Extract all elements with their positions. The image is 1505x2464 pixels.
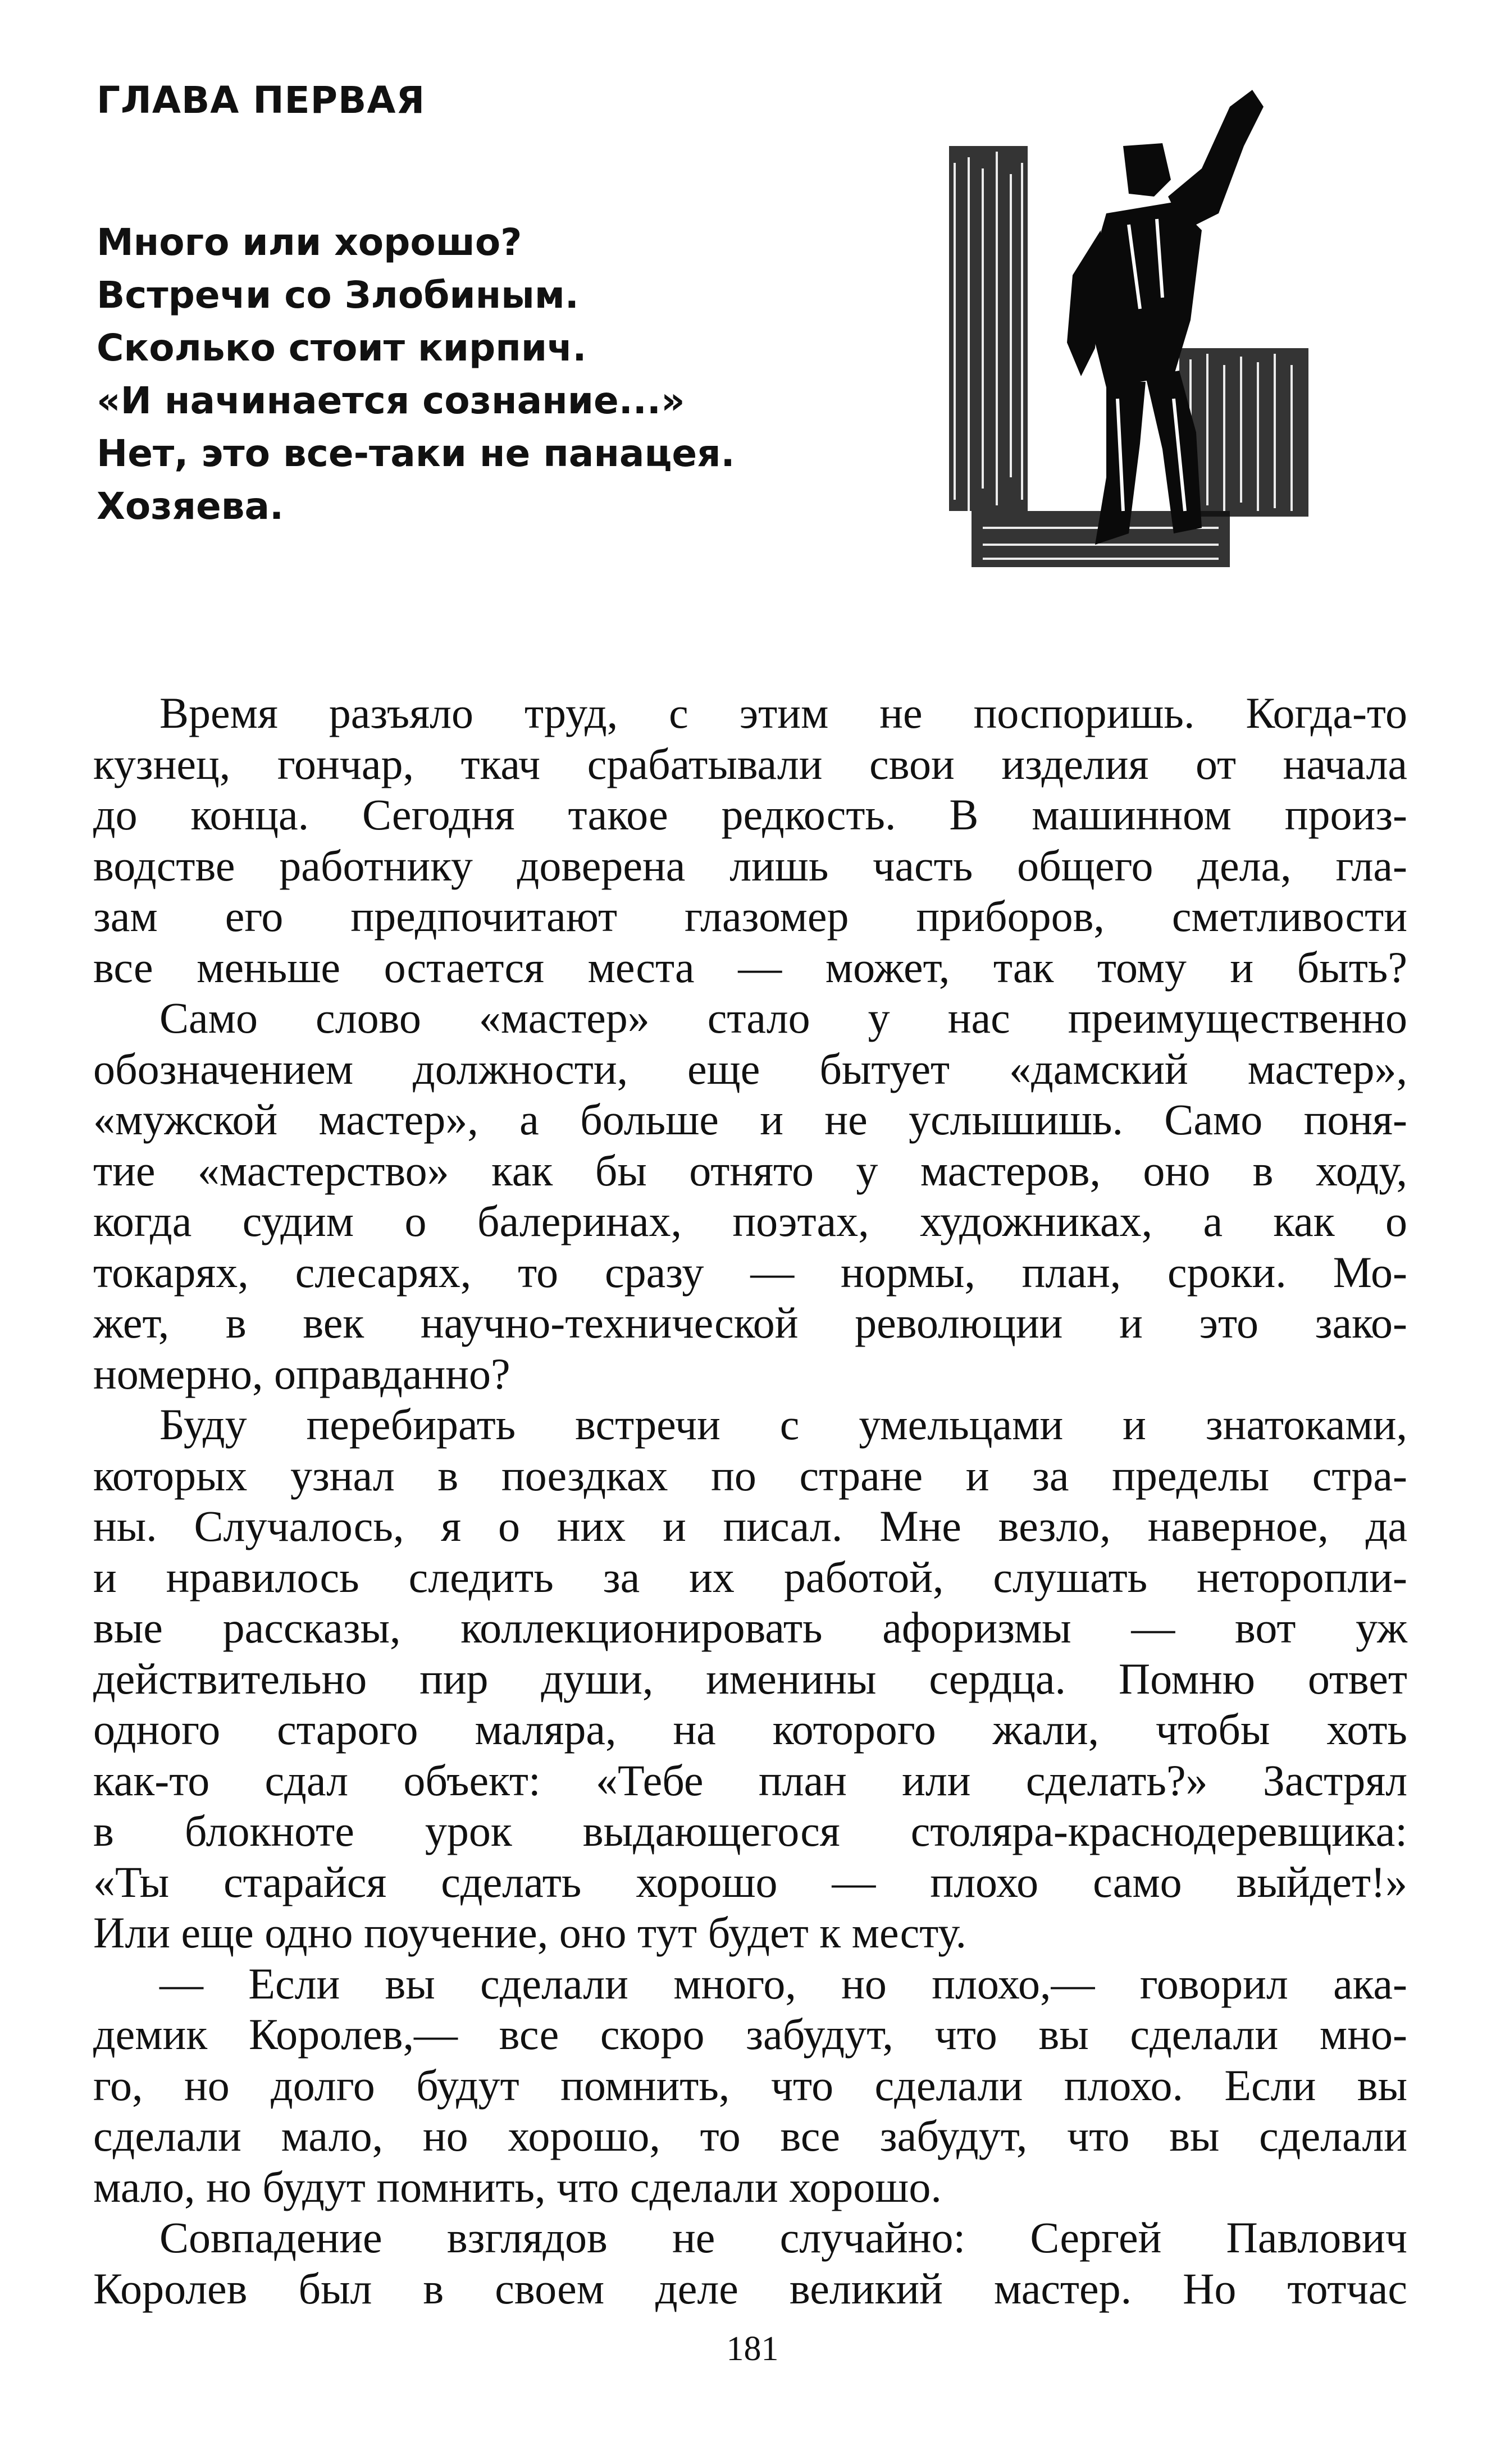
contents-item: Встречи со Злобиным.	[97, 273, 579, 317]
chapter-title: ГЛАВА ПЕРВАЯ	[97, 79, 426, 122]
contents-item: «И начинается сознание...»	[97, 379, 685, 422]
text-line: жет, в век научно-технической революции и это зако-	[93, 1298, 1407, 1347]
text-line: Или еще одно поучение, оно тут будет к месту.	[93, 1908, 966, 1957]
text-line: до конца. Сегодня такое редкость. В машинном произ-	[93, 790, 1407, 839]
text-line: обозначением должности, еще бытует «дамский мастер»,	[93, 1044, 1407, 1093]
text-line: зам его предпочитают глазомер приборов, сметливости	[93, 892, 1407, 941]
text-line: когда судим о балеринах, поэтах, художниках, а как о	[93, 1197, 1407, 1245]
page-number: 181	[726, 2330, 779, 2368]
text-line: действительно пир души, именины сердца. Помню ответ	[93, 1654, 1407, 1703]
text-line: «мужской мастер», а больше и не услышишь. Само поня-	[93, 1095, 1407, 1144]
contents-item: Нет, это все-таки не панацея.	[97, 432, 735, 475]
woodcut-worker-raising-hand-icon	[938, 84, 1320, 578]
text-line: все меньше остается места — может, так тому и быть?	[93, 942, 1407, 992]
text-line: ны. Случалось, я о них и писал. Мне везло, наверное, да	[93, 1502, 1407, 1550]
contents-item: Хозяева.	[97, 485, 284, 528]
text-line: токарях, слесарях, то сразу — нормы, план, сроки. Мо-	[93, 1247, 1407, 1297]
text-line: и нравилось следить за их работой, слушать неторопли-	[93, 1552, 1407, 1601]
chapter-contents	[97, 216, 735, 533]
text-line: сделали мало, но хорошо, то все забудут, что вы сделали	[93, 2111, 1407, 2160]
text-line: мало, но будут помнить, что сделали хорошо.	[93, 2162, 942, 2211]
text-line: водстве работнику доверена лишь часть общего дела, гла-	[93, 841, 1407, 890]
body-text	[93, 688, 1407, 2314]
text-line: Само слово «мастер» стало у нас преимущественно	[159, 993, 1407, 1042]
text-line: Буду перебирать встречи с умельцами и знатоками,	[159, 1400, 1407, 1449]
text-line: одного старого маляра, на которого жали, чтобы хоть	[93, 1705, 1407, 1754]
text-line: которых узнал в поездках по стране и за пределы стра-	[93, 1450, 1407, 1500]
text-line: кузнец, гончар, ткач срабатывали свои изделия от начала	[93, 739, 1407, 788]
text-line: «Ты старайся сделать хорошо — плохо само выйдет!»	[93, 1857, 1407, 1906]
text-line: демик Королев,— все скоро забудут, что вы сделали мно-	[93, 2010, 1407, 2059]
text-line: номерно, оправданно?	[93, 1349, 510, 1398]
text-line: — Если вы сделали много, но плохо,— говорил ака-	[159, 1959, 1407, 2008]
text-line: вые рассказы, коллекционировать афоризмы — вот уж	[93, 1603, 1407, 1652]
text-line: тие «мастерство» как бы отнято у мастеров, оно в ходу,	[93, 1146, 1407, 1195]
text-line: го, но долго будут помнить, что сделали плохо. Если вы	[93, 2060, 1407, 2110]
text-line: как-то сдал объект: «Тебе план или сделать?» Застрял	[93, 1755, 1407, 1805]
contents-item: Сколько стоит кирпич.	[97, 326, 587, 369]
text-line: Время разъяло труд, с этим не поспоришь. Когда-то	[159, 688, 1407, 737]
contents-item: Много или хорошо?	[97, 221, 522, 264]
text-line: в блокноте урок выдающегося столяра-краснодеревщика:	[93, 1806, 1407, 1855]
text-line: Совпадение взглядов не случайно: Сергей Павлович	[159, 2213, 1407, 2262]
text-line: Королев был в своем деле великий мастер. Но тотчас	[93, 2264, 1407, 2313]
